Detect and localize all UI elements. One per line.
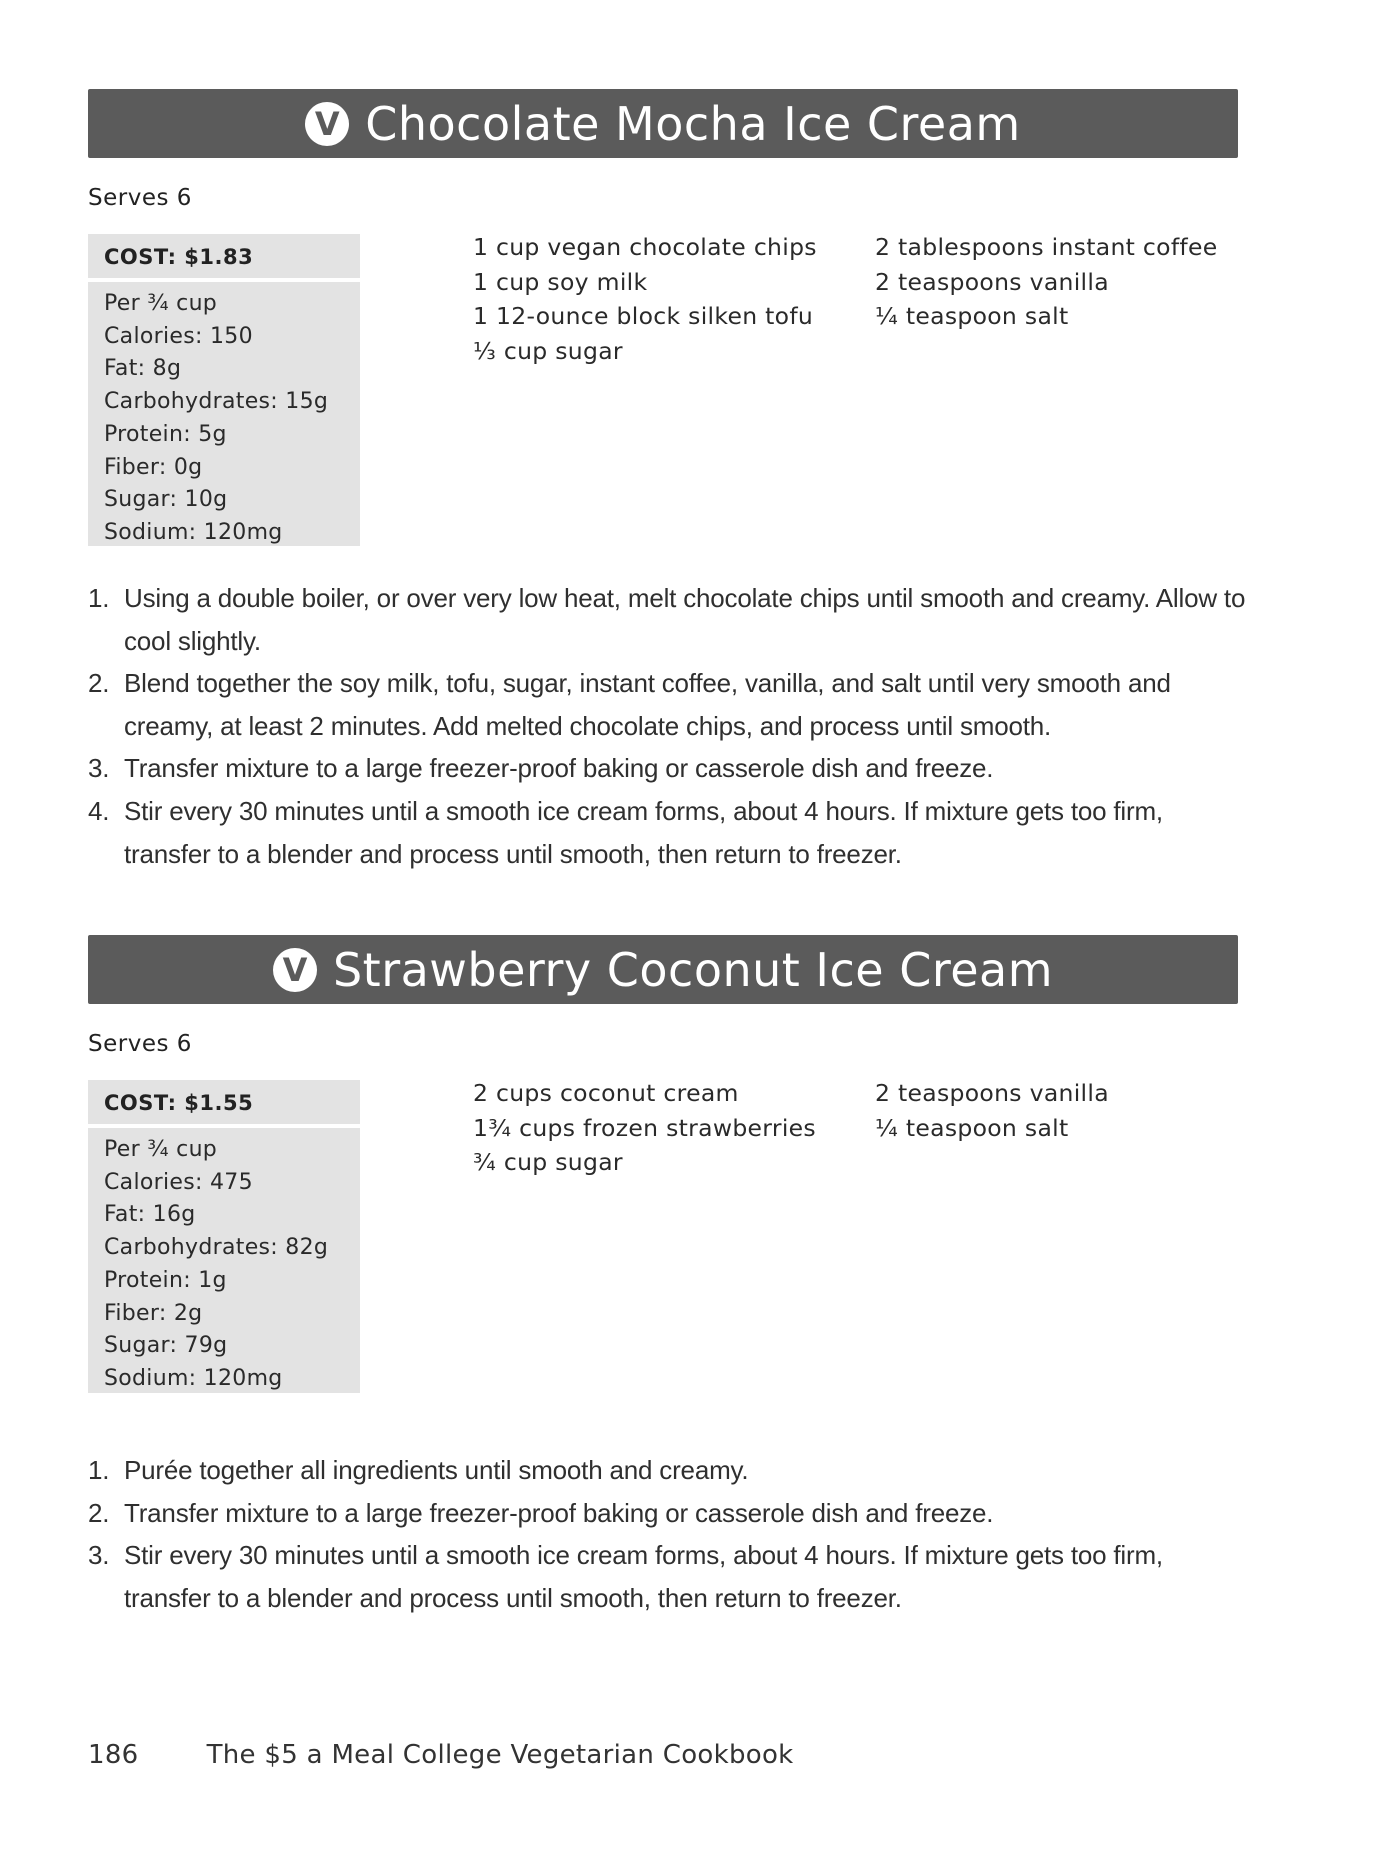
ingredient: 2 teaspoons vanilla: [875, 267, 1109, 296]
nutrition-fact: Sugar: 10g: [104, 487, 228, 513]
recipe-title: Chocolate Mocha Ice Cream: [365, 96, 1021, 151]
nutrition-fact: Sugar: 79g: [104, 1333, 228, 1359]
serves-label: Serves 6: [88, 185, 192, 211]
ingredient: ¼ teaspoon salt: [875, 302, 1069, 331]
nutrition-box: [88, 1080, 360, 1393]
step-number: 1.: [88, 1455, 110, 1485]
ingredient: 1 12-ounce block silken tofu: [473, 302, 814, 331]
step-number: 3.: [88, 1540, 110, 1571]
step-text: Purée together all ingredients until smooth and creamy.: [124, 1455, 749, 1485]
ingredient: 2 tablespoons instant coffee: [875, 233, 1218, 261]
nutrition-facts: [88, 282, 360, 546]
ingredient: 1¾ cups frozen strawberries: [473, 1113, 816, 1142]
page-number: 186: [88, 1740, 139, 1770]
instruction-step: [88, 1492, 1254, 1535]
step-text: Stir every 30 minutes until a smooth ice cream forms, about 4 hours. If mixture gets too firm, transfer to a blender and process until smooth, then return to freezer.: [124, 1540, 1163, 1613]
instruction-step: [88, 747, 1254, 790]
ingredient: 2 cups coconut cream: [473, 1079, 739, 1107]
nutrition-fact: Protein: 1g: [104, 1267, 227, 1293]
ingredient: 1 cup vegan chocolate chips: [473, 233, 817, 261]
nutrition-fact: Fat: 16g: [104, 1202, 196, 1228]
recipe-title: Strawberry Coconut Ice Cream: [332, 942, 1054, 997]
instruction-step: [88, 577, 1254, 662]
nutrition-fact: Carbohydrates: 82g: [104, 1235, 329, 1261]
ingredient: ⅓ cup sugar: [473, 336, 623, 365]
ingredients-column-1: [473, 230, 817, 368]
serves-label: Serves 6: [88, 1031, 192, 1057]
nutrition-fact: Protein: 5g: [104, 421, 227, 447]
step-number: 1.: [88, 583, 110, 613]
nutrition-facts: [88, 1128, 360, 1393]
ingredients-column-2: [875, 1076, 1109, 1145]
step-text: Transfer mixture to a large freezer-proof baking or casserole dish and freeze.: [124, 753, 994, 784]
step-text: Transfer mixture to a large freezer-proof baking or casserole dish and freeze.: [124, 1497, 994, 1528]
nutrition-fact: Fiber: 2g: [104, 1300, 203, 1326]
book-title: The $5 a Meal College Vegetarian Cookbook: [206, 1740, 794, 1770]
vegan-badge-icon: V: [273, 948, 317, 992]
cost-label: COST: $1.83: [88, 234, 360, 278]
nutrition-fact: Sodium: 120mg: [104, 519, 283, 545]
ingredients-column-2: [875, 230, 1217, 334]
step-number: 2.: [88, 1497, 110, 1528]
recipe-title-bar: [88, 935, 1238, 1004]
nutrition-box: [88, 234, 360, 546]
vegan-badge-icon: V: [305, 102, 349, 146]
instructions-list: [88, 1449, 1254, 1619]
ingredient: 2 teaspoons vanilla: [875, 1079, 1109, 1107]
page-footer: [88, 1740, 794, 1770]
instruction-step: [88, 790, 1254, 875]
ingredients-column-1: [473, 1076, 816, 1180]
nutrition-fact: Fat: 8g: [104, 356, 182, 382]
instruction-step: [88, 1449, 1254, 1492]
instruction-step: [88, 1534, 1254, 1619]
step-text: Blend together the soy milk, tofu, sugar, instant coffee, vanilla, and salt until very smooth and creamy, at least 2 minutes. Add melted chocolate chips, and process until smooth.: [124, 668, 1171, 741]
ingredient: ¾ cup sugar: [473, 1148, 623, 1177]
step-number: 2.: [88, 668, 110, 699]
cost-label: COST: $1.55: [88, 1080, 360, 1124]
instruction-step: [88, 662, 1254, 747]
nutrition-fact: Per ¾ cup: [104, 1137, 218, 1162]
ingredient: 1 cup soy milk: [473, 267, 648, 296]
step-text: Using a double boiler, or over very low heat, melt chocolate chips until smooth and creamy. Allow to cool slightly.: [124, 583, 1246, 656]
recipe-title-bar: [88, 89, 1238, 158]
nutrition-fact: Carbohydrates: 15g: [104, 389, 329, 415]
nutrition-fact: Calories: 150: [104, 323, 253, 349]
ingredient: ¼ teaspoon salt: [875, 1113, 1069, 1142]
step-number: 4.: [88, 795, 110, 826]
step-number: 3.: [88, 753, 110, 784]
step-text: Stir every 30 minutes until a smooth ice cream forms, about 4 hours. If mixture gets too firm, transfer to a blender and process until smooth, then return to freezer.: [124, 795, 1163, 869]
nutrition-fact: Per ¾ cup: [104, 291, 218, 316]
nutrition-fact: Fiber: 0g: [104, 454, 203, 480]
instructions-list: [88, 577, 1254, 875]
nutrition-fact: Sodium: 120mg: [104, 1365, 283, 1391]
nutrition-fact: Calories: 475: [104, 1169, 253, 1195]
